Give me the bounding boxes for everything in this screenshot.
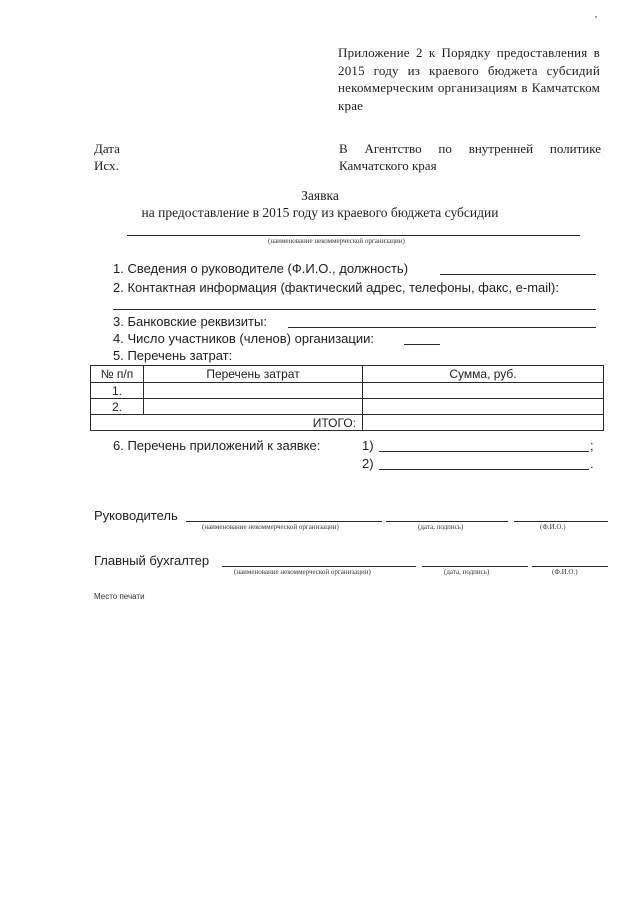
amount-cell[interactable]: [363, 399, 604, 415]
row-number: 1.: [91, 383, 144, 399]
costs-header-row: [91, 366, 604, 383]
accountant-sign-caption: (дата, подпись): [444, 568, 490, 576]
total-label: ИТОГО:: [91, 415, 363, 431]
bank-details-line[interactable]: [288, 327, 596, 328]
header-cost-item: Перечень затрат: [144, 366, 363, 383]
row-number: 2.: [91, 399, 144, 415]
item-costs-list: 5. Перечень затрат:: [113, 348, 233, 363]
cost-item-cell[interactable]: [144, 399, 363, 415]
head-org-line[interactable]: [186, 521, 382, 522]
accountant-org-caption: (наименование некоммерческой организации): [234, 568, 371, 576]
scan-speck: [595, 16, 597, 18]
item-contact-info: 2. Контактная информация (фактический адрес, телефоны, факс, e-mail):: [113, 280, 559, 295]
attachment-1-line[interactable]: [379, 451, 589, 452]
attachment-2-number: 2): [362, 456, 374, 471]
item-bank-details: 3. Банковские реквизиты:: [113, 314, 267, 329]
head-name-caption: (Ф.И.О.): [540, 523, 566, 531]
item-members-count: 4. Число участников (членов) организации:: [113, 331, 374, 346]
accountant-name-line[interactable]: [532, 566, 608, 567]
item-head-info: 1. Сведения о руководителе (Ф.И.О., должность): [113, 261, 409, 276]
total-row: [91, 415, 604, 431]
item-attachments: 6. Перечень приложений к заявке:: [113, 438, 321, 453]
members-count-line[interactable]: [404, 344, 440, 345]
table-row: [91, 383, 604, 399]
header-number: № п/п: [91, 366, 144, 383]
accountant-sign-line[interactable]: [422, 566, 528, 567]
attachment-2-line[interactable]: [379, 469, 589, 470]
appendix-note: Приложение 2 к Порядку предоставления в 2015 году из краевого бюджета субсидий некоммерческим организациям в Камчатском крае: [338, 45, 600, 113]
table-row: [91, 399, 604, 415]
header-amount: Сумма, руб.: [363, 366, 604, 383]
document-subtitle: на предоставление в 2015 году из краевого бюджета субсидии: [141, 205, 499, 220]
total-amount-cell[interactable]: [363, 415, 604, 431]
org-name-line[interactable]: [127, 235, 580, 236]
accountant-signature-label: Главный бухгалтер: [94, 553, 210, 568]
contact-info-line[interactable]: [113, 309, 596, 310]
head-signature-label: Руководитель: [94, 508, 178, 523]
head-name-line[interactable]: [514, 521, 608, 522]
org-name-caption: (наименование некоммерческой организации): [268, 237, 405, 245]
outgoing-ref-label: Исх.: [94, 158, 119, 173]
date-label: Дата: [94, 141, 120, 156]
attachment-2-end: .: [590, 456, 594, 471]
head-info-line[interactable]: [440, 274, 596, 275]
costs-table: [90, 365, 604, 431]
recipient-line-2: Камчатского края: [339, 158, 437, 173]
head-sign-line[interactable]: [386, 521, 508, 522]
attachment-1-end: ;: [590, 438, 594, 453]
head-org-caption: (наименование некоммерческой организации): [202, 523, 339, 531]
amount-cell[interactable]: [363, 383, 604, 399]
accountant-name-caption: (Ф.И.О.): [552, 568, 578, 576]
attachment-1-number: 1): [362, 438, 374, 453]
recipient-line-1: В Агентство по внутренней политике: [339, 141, 601, 156]
accountant-org-line[interactable]: [222, 566, 416, 567]
document-title: Заявка: [301, 188, 339, 203]
stamp-place-label: Место печати: [94, 592, 145, 601]
cost-item-cell[interactable]: [144, 383, 363, 399]
head-sign-caption: (дата, подпись): [418, 523, 464, 531]
